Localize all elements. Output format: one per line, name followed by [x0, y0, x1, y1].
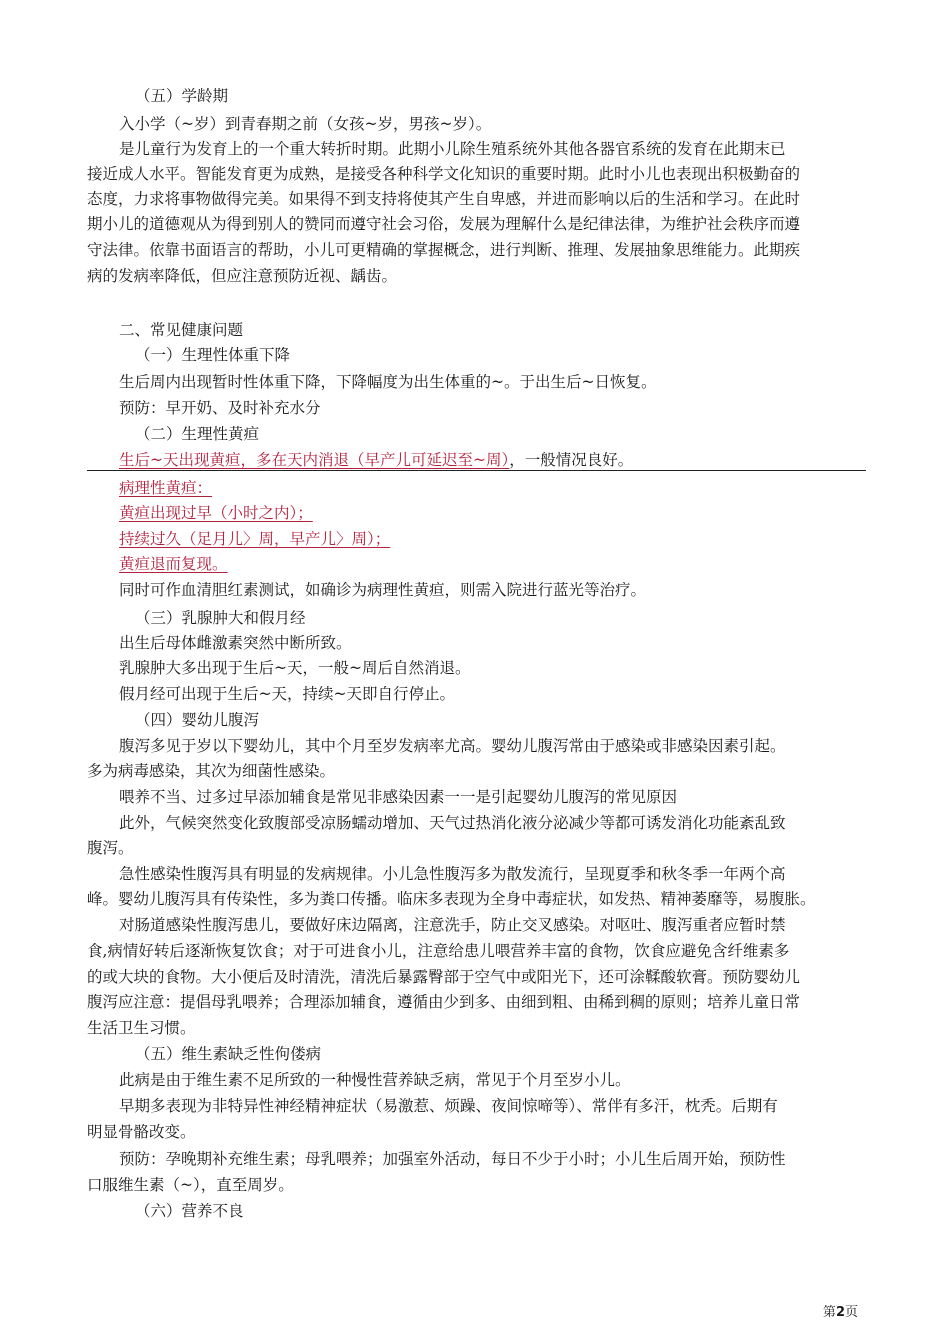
subheading-malnutrition: （六）营养不良 — [135, 1202, 244, 1220]
paragraph-line: 急性感染性腹泻具有明显的发病规律。小儿急性腹泻多为散发流行，呈现夏季和秋冬季一年两个高 — [119, 865, 786, 883]
paragraph-line: 腹泻。 — [87, 839, 134, 857]
section-heading-school-age: （五）学龄期 — [135, 87, 229, 105]
paragraph-line: 生后周内出现暂时性体重下降，下降幅度为出生体重的~。于出生后~日恢复。 — [119, 373, 657, 391]
highlighted-text: 生后~天出现黄疸，多在天内消退（早产儿可延迟至~周） — [119, 451, 510, 469]
paragraph-line: 明显骨骼改变。 — [87, 1123, 196, 1141]
paragraph-line: 同时可作血清胆红素测试，如确诊为病理性黄疸，则需入院进行蓝光等治疗。 — [119, 581, 647, 599]
subheading-jaundice: （二）生理性黄疸 — [135, 425, 260, 443]
paragraph-line: 期小儿的道德观从为得到别人的赞同而遵守社会习俗，发展为理解什么是纪律法律，为维护社会秩序而遵 — [87, 215, 801, 233]
paragraph-line: 乳腺肿大多出现于生后~天，一般~周后自然消退。 — [119, 659, 471, 677]
pathologic-jaundice-item: 持续过久（足月儿〉周，早产儿〉周）； — [119, 530, 391, 548]
paragraph-line: 早期多表现为非特异性神经精神症状（易激惹、烦躁、夜间惊啼等）、常伴有多汗，枕秃。后期有 — [119, 1097, 778, 1115]
paragraph-line: 此外，气候突然变化致腹部受凉肠蠕动增加、天气过热消化液分泌减少等都可诱发消化功能紊乱致 — [119, 814, 786, 832]
paragraph-line: 对肠道感染性腹泻患儿，要做好床边隔离，注意洗手，防止交叉感染。对呕吐、腹泻重者应暂时禁 — [119, 916, 786, 934]
subheading-rickets: （五）维生素缺乏性佝偻病 — [135, 1045, 322, 1063]
paragraph-line: 预防：孕晚期补充维生素；母乳喂养；加强室外活动，每日不少于小时；小儿生后周开始，预防性 — [119, 1150, 786, 1168]
paragraph-line: 接近成人水平。智能发育更为成熟，是接受各种科学文化知识的重要时期。此时小儿也表现出积极勤奋的 — [87, 165, 801, 183]
paragraph-line: 口服维生素（~），直至周岁。 — [87, 1176, 294, 1194]
paragraph-line: 守法律。依靠书面语言的帮助，小儿可更精确的掌握概念，进行判断、推理、发展抽象思维能力。此期疾 — [87, 241, 801, 259]
paragraph-line: 的或大块的食物。大小便后及时清洗，清洗后暴露臀部于空气中或阳光下，还可涂鞣酸软膏。预防婴幼儿 — [87, 968, 801, 986]
pathologic-jaundice-item: 黄疸出现过早（小时之内）； — [119, 504, 313, 522]
paragraph-line: 多为病毒感染，其次为细菌性感染。 — [87, 762, 336, 780]
horizontal-rule — [87, 470, 866, 471]
paragraph-line: 峰。婴幼儿腹泻具有传染性，多为粪口传播。临床多表现为全身中毒症状，如发热、精神萎靡等，易腹胀。 — [87, 890, 816, 908]
plain-text: ，一般情况良好。 — [509, 451, 634, 469]
pathologic-jaundice-heading: 病理性黄疸： — [119, 479, 213, 497]
paragraph-line: 食,病情好转后逐渐恢复饮食；对于可进食小儿，注意给患儿喂营养丰富的食物，饮食应避免含纤维素多 — [87, 942, 790, 960]
paragraph-line: 腹泻应注意：提倡母乳喂养；合理添加辅食，遵循由少到多、由细到粗、由稀到稠的原则；培养儿童日常 — [87, 993, 801, 1011]
section-heading-health-issues: 二、常见健康问题 — [119, 321, 244, 339]
jaundice-line — [119, 450, 865, 470]
paragraph-line: 预防：早开奶、及时补充水分 — [119, 399, 321, 417]
paragraph-line: 病的发病率降低，但应注意预防近视、龋齿。 — [87, 267, 398, 285]
paragraph-line: 是儿童行为发育上的一个重大转折时期。此期小儿除生殖系统外其他各器官系统的发育在此期末已 — [119, 140, 786, 158]
subheading-weight-loss: （一）生理性体重下降 — [135, 346, 291, 364]
pathologic-jaundice-item: 黄疸退而复现。 — [119, 555, 228, 573]
paragraph-line: 喂养不当、过多过早添加辅食是常见非感染因素一一是引起婴幼儿腹泻的常见原因 — [119, 788, 678, 806]
page-number: 2 — [835, 1305, 845, 1320]
paragraph-line: 腹泻多见于岁以下婴幼儿，其中个月至岁发病率尤高。婴幼儿腹泻常由于感染或非感染因素引起。 — [119, 737, 786, 755]
paragraph-line: 态度，力求将事物做得完美。如果得不到支持将使其产生自卑感，并进而影响以后的生活和学习。在此时 — [87, 190, 801, 208]
page-number-footer: 第2页 — [822, 1305, 858, 1320]
paragraph-line: 入小学（~岁）到青春期之前（女孩~岁，男孩~岁）。 — [119, 115, 492, 133]
paragraph-line: 出生后母体雌激素突然中断所致。 — [119, 634, 352, 652]
subheading-breast-swelling: （三）乳腺肿大和假月经 — [135, 609, 306, 627]
paragraph-line: 假月经可出现于生后~天，持续~天即自行停止。 — [119, 685, 455, 703]
paragraph-line: 生活卫生习惯。 — [87, 1019, 196, 1037]
subheading-diarrhea: （四）婴幼儿腹泻 — [135, 711, 260, 729]
paragraph-line: 此病是由于维生素不足所致的一种慢性营养缺乏病，常见于个月至岁小儿。 — [119, 1071, 631, 1089]
